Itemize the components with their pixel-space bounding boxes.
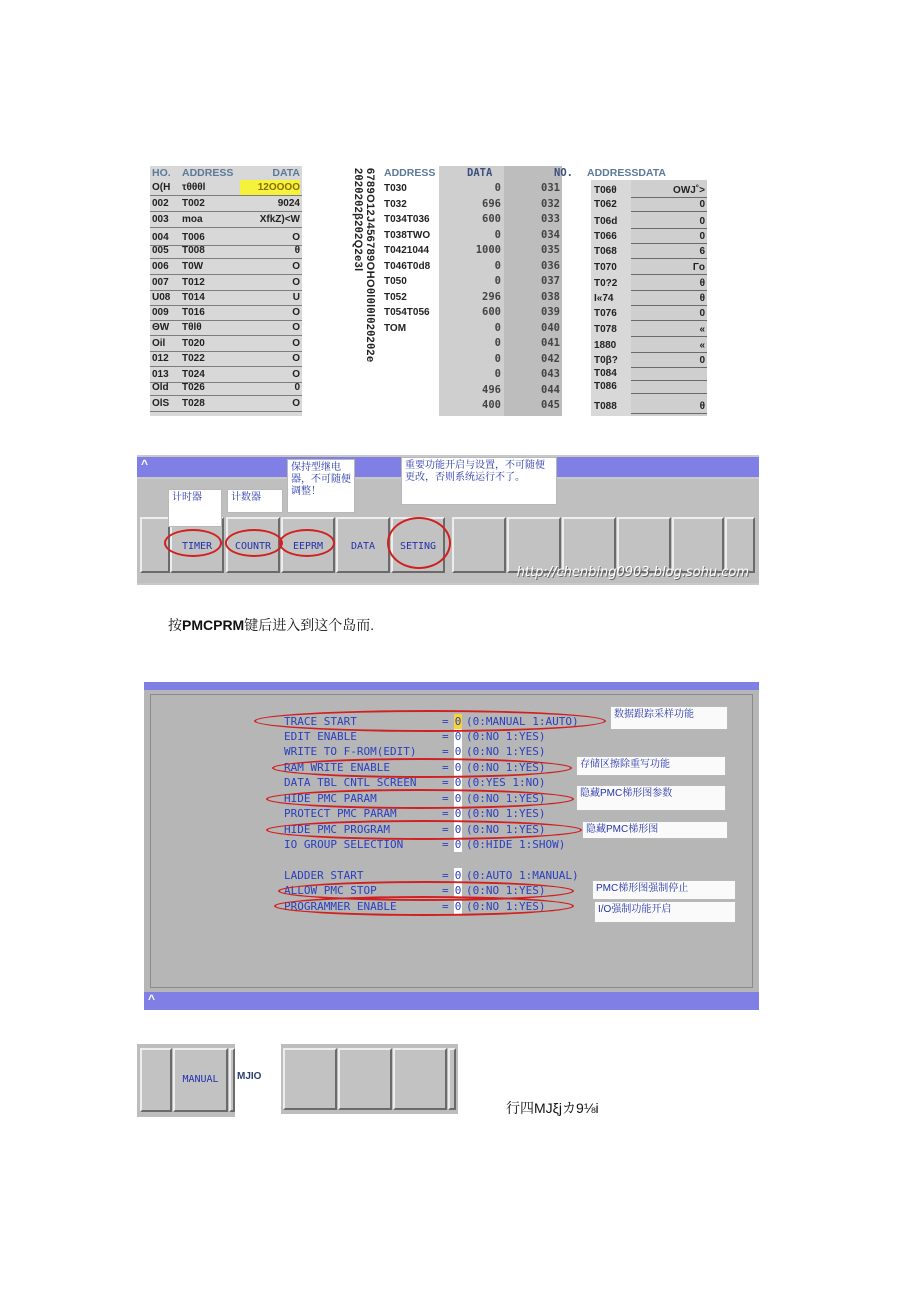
cell-address: T06θ (594, 185, 617, 196)
highlight-oval (266, 789, 574, 809)
table-row (382, 259, 582, 274)
table-row (382, 383, 582, 398)
title-bar (144, 682, 759, 690)
cell-no: 039 (541, 306, 560, 318)
cell-data: 0 (494, 337, 501, 349)
softkey-partial[interactable] (448, 1048, 456, 1110)
caption-key: PMCPRM (182, 617, 245, 633)
param-equals: = (442, 807, 449, 820)
cell-no: 035 (541, 244, 560, 256)
cell-data: 1000 (475, 244, 501, 256)
table-row (382, 336, 582, 351)
table-row (382, 197, 582, 212)
cell-data: « (699, 324, 705, 335)
cell-no: 012 (152, 353, 169, 364)
softkey-label: COUNTR (234, 541, 272, 552)
table-row (585, 338, 707, 353)
cell-data: O (292, 261, 300, 272)
row-divider (631, 211, 707, 212)
cell-no: 038 (541, 290, 560, 303)
cell-data: O (292, 232, 300, 243)
softkey-blank-3[interactable] (393, 1048, 447, 1110)
param-label: PROGRAMMER ENABLE (284, 900, 397, 913)
param-value-field[interactable]: 0 (454, 838, 462, 851)
cell-address: I«74 (594, 293, 614, 304)
param-equals: = (442, 869, 449, 882)
cell-address: T070 (594, 262, 617, 273)
note-counter: 计数器 (227, 489, 283, 513)
cell-data: 496 (482, 383, 501, 396)
cell-data: θ (294, 245, 300, 256)
param-value-field[interactable]: 0 (454, 745, 462, 758)
softkey-group-left (137, 1044, 235, 1117)
cell-no: U08 (152, 292, 171, 303)
param-options: (0:NO 1:YES) (466, 761, 546, 774)
vertical-text-2: 2θ2θ2θ2β2θ2Q2e3l (352, 168, 364, 272)
cell-data: 0 (699, 308, 705, 319)
cell-address: moa (182, 214, 203, 225)
param-options: (0:NO 1:YES) (466, 884, 546, 897)
cell-no: 032 (541, 197, 560, 210)
cell-no: 013 (152, 369, 169, 380)
cell-data: 0 (699, 216, 705, 227)
cell-data: 0 (494, 368, 501, 380)
table-row (585, 244, 707, 259)
cell-data: XfkZ)<W (259, 214, 300, 225)
table-row (585, 379, 707, 394)
cell-no: 036 (541, 259, 560, 272)
caption-suffix: 键后进入到这个岛而. (244, 617, 375, 633)
param-label: RAM WRITE ENABLE (284, 761, 390, 774)
cell-data: O (292, 369, 300, 380)
row-divider (631, 274, 707, 275)
cell-address: T0β? (594, 355, 618, 366)
cell-address: T084 (594, 368, 617, 379)
param-options: (0:NO 1:YES) (466, 792, 546, 805)
cell-address: T062 (594, 199, 617, 210)
table-row (150, 180, 302, 196)
softkey-label: SETING (399, 541, 437, 552)
cell-data: 296 (482, 290, 501, 303)
cell-data: O (292, 277, 300, 288)
cell-data: O (292, 322, 300, 333)
cell-no: 043 (541, 368, 560, 380)
note-hide-program: 隐藏PMC梯形图 (582, 821, 728, 839)
param-value-field[interactable]: 0 (454, 730, 462, 743)
mjio-label: MJIO (237, 1071, 262, 1082)
cell-no: OlS (152, 398, 170, 409)
table-row (585, 322, 707, 337)
table-row (585, 183, 707, 198)
param-options: (0:MANUAL 1:AUTO) (466, 715, 579, 728)
row-divider (631, 413, 707, 414)
cell-address: TOM (384, 322, 407, 334)
param-equals: = (442, 792, 449, 805)
param-value-field[interactable]: 0 (454, 869, 462, 882)
param-label: PROTECT PMC PARAM (284, 807, 397, 820)
table-row (150, 243, 302, 259)
param-equals: = (442, 745, 449, 758)
highlight-oval (164, 529, 222, 557)
table-row (382, 305, 582, 320)
softkey-data[interactable] (336, 517, 390, 573)
note-ram: 存储区擦除重写功能 (576, 756, 726, 776)
col-header-data: DATA (467, 167, 493, 179)
cell-data: O (292, 353, 300, 364)
param-equals: = (442, 900, 449, 913)
table-row (150, 290, 302, 306)
table-row (150, 380, 302, 396)
note-timer: 计时器 (168, 489, 222, 527)
row-divider (631, 336, 707, 337)
param-equals: = (442, 715, 449, 728)
cell-no: 044 (541, 383, 560, 396)
vertical-text-1: 6789O12J456789OHOθlθlθlθ2θ2θ2e (364, 168, 376, 363)
watermark-text: http://chenbing0903.blog.sohu.com (516, 565, 749, 580)
cell-data: O (292, 307, 300, 318)
cell-data: 0 (494, 275, 501, 287)
param-value-field[interactable]: 0 (454, 761, 462, 774)
table-row (585, 260, 707, 275)
highlight-oval (272, 758, 572, 778)
cell-data: θ (699, 278, 705, 289)
cell-data: 696 (482, 197, 501, 210)
param-options: (0:NO 1:YES) (466, 900, 546, 913)
table-row (382, 352, 582, 367)
param-options: (0:HIDE 1:SHOW) (466, 838, 566, 851)
param-value-field[interactable]: 0 (454, 884, 462, 897)
cell-data: « (699, 340, 705, 351)
table-row (382, 228, 582, 243)
highlight-oval (274, 896, 574, 916)
cell-data: U (292, 292, 300, 303)
table-row (150, 275, 302, 291)
cell-address: T038TWO (384, 229, 431, 241)
cell-address: T046T0d8 (384, 260, 431, 272)
highlight-oval (266, 820, 582, 840)
cell-address: T086 (594, 381, 617, 392)
cell-address: T0?2 (594, 278, 618, 289)
pmc-parameter-screen (144, 682, 759, 1010)
col-header-no: HO. (152, 167, 171, 179)
cell-no: 002 (152, 198, 169, 209)
cell-no: 031 (541, 182, 560, 194)
cell-address: T034T036 (384, 214, 430, 225)
cell-no: 007 (152, 277, 169, 288)
cell-no: Old (152, 382, 169, 393)
cell-address: T028 (182, 398, 205, 409)
cell-address: T020 (182, 338, 205, 349)
vertical-label-strip (352, 168, 378, 416)
table-row (150, 336, 302, 352)
cell-address: T054T056 (384, 307, 430, 318)
cell-data: 0 (294, 382, 300, 393)
cell-address: T088 (594, 401, 617, 412)
cell-data: 0 (699, 355, 705, 366)
cell-address: T022 (182, 353, 205, 364)
highlight-oval (254, 710, 606, 732)
cell-data: 0 (494, 228, 501, 241)
cell-address: T026 (182, 382, 205, 393)
cell-data: OWJ˚> (673, 185, 705, 196)
cell-address: T024 (182, 369, 205, 380)
note-pmc-stop: PMC梯形图强制停止 (592, 880, 736, 900)
cell-address: T002 (182, 198, 205, 209)
cell-address: Tθlθ (182, 322, 202, 333)
param-value-field[interactable]: 0 (454, 715, 462, 728)
cell-no: 033 (541, 213, 560, 225)
param-label: IO GROUP SELECTION (284, 838, 404, 851)
cell-data: O (292, 398, 300, 409)
cell-address: T0421044 (384, 245, 430, 256)
cell-no: ΘW (152, 322, 170, 333)
table-row (382, 398, 582, 413)
note-setting: 重要功能开启与设置，不可随便更改，否则系统运行不了。 (401, 457, 557, 505)
param-value-field[interactable]: 0 (454, 900, 462, 913)
softkey-blank-1[interactable] (452, 517, 506, 573)
timer-table-1 (150, 166, 302, 416)
table-row (382, 321, 582, 336)
cell-data: 0 (494, 259, 501, 272)
cell-no: 003 (152, 214, 169, 225)
cell-no: 041 (541, 337, 560, 349)
softkey-blank-2[interactable] (338, 1048, 392, 1110)
cell-no: 034 (541, 228, 560, 241)
table-row (585, 197, 707, 212)
cell-no: 045 (541, 399, 560, 411)
cell-data: 600 (482, 213, 501, 225)
cell-address: T014 (182, 292, 205, 303)
cell-data: θ (699, 401, 705, 412)
param-equals: = (442, 884, 449, 897)
param-options: (0:NO 1:YES) (466, 745, 546, 758)
cell-data: θ (699, 293, 705, 304)
param-equals: = (442, 838, 449, 851)
status-bar (144, 992, 759, 1010)
param-equals: = (442, 730, 449, 743)
table-row (150, 196, 302, 212)
softkey-edge[interactable] (140, 1048, 172, 1112)
cell-data: 6 (699, 246, 705, 257)
cell-no: 005 (152, 245, 169, 256)
col-header-data: DATA (272, 167, 300, 179)
cell-address: T0W (182, 261, 204, 272)
softkey-label: DATA (350, 541, 376, 552)
param-equals: = (442, 761, 449, 774)
row-divider (631, 393, 707, 394)
table-row (150, 320, 302, 336)
cell-no: 042 (541, 352, 560, 365)
cell-data: 600 (482, 306, 501, 318)
cell-address: T030 (384, 183, 407, 194)
cell-data: 0 (699, 231, 705, 242)
highlight-oval (387, 517, 451, 569)
param-label: HIDE PMC PROGRAM (284, 823, 390, 836)
col-header-address-data: ADDRESSDATA (587, 167, 666, 179)
param-value-field[interactable]: 0 (454, 807, 462, 820)
cell-address: T008 (182, 245, 205, 256)
row-divider (631, 320, 707, 321)
cell-data: 0 (494, 352, 501, 365)
col-header-address: ADDRESS (384, 167, 436, 179)
caption-instruction (168, 615, 374, 635)
table-row (585, 276, 707, 291)
param-equals: = (442, 776, 449, 789)
table-row (585, 291, 707, 306)
table-row (382, 274, 582, 289)
cell-data: 0 (699, 199, 705, 210)
highlight-oval (279, 529, 335, 557)
cell-address: T078 (594, 324, 617, 335)
param-options: (0:NO 1:YES) (466, 807, 546, 820)
note-programmer: I/O强制功能开启 (594, 901, 736, 923)
cell-no: 037 (541, 275, 560, 287)
cell-data: 400 (482, 399, 501, 411)
param-label: ALLOW PMC STOP (284, 884, 377, 897)
cell-no: 006 (152, 261, 169, 272)
cell-address: 1880 (594, 340, 617, 351)
param-label: DATA TBL CNTL SCREEN (284, 776, 417, 789)
cell-data: 12OOOO (240, 180, 300, 195)
param-value-field[interactable]: 0 (454, 792, 462, 805)
table-row (585, 399, 707, 414)
cell-address: T066 (594, 231, 617, 242)
table-row (382, 243, 582, 258)
table-row (585, 229, 707, 244)
table-row (150, 259, 302, 275)
table-row (585, 214, 707, 229)
timer-table-2 (382, 166, 582, 416)
pmc-softkey-screen (137, 455, 759, 585)
table-row (382, 290, 582, 305)
param-options: (0:AUTO 1:MANUAL) (466, 869, 579, 882)
note-keep-relay: 保持型继电器，不可随便调整！ (287, 459, 355, 513)
cell-no: 004 (152, 232, 169, 243)
param-equals: = (442, 823, 449, 836)
cell-no: 040 (541, 321, 560, 334)
table-row (150, 351, 302, 367)
param-label: EDIT ENABLE (284, 730, 357, 743)
softkey-group-right (281, 1044, 458, 1114)
cell-address: T016 (182, 307, 205, 318)
param-options: (0:NO 1:YES) (466, 823, 546, 836)
caption-bottom: 行四MJξjカ9⅛i (506, 1100, 599, 1116)
cell-address: T050 (384, 276, 407, 287)
softkey-blank-1[interactable] (283, 1048, 337, 1110)
note-trace: 数据跟踪采样功能 (610, 706, 728, 730)
softkey-label: MANUAL (182, 1074, 219, 1085)
cell-address: T068 (594, 246, 617, 257)
caption-prefix: 按 (168, 617, 182, 633)
cell-data: 9024 (277, 198, 300, 209)
cell-address: T06d (594, 216, 618, 227)
cell-no: Oil (152, 338, 166, 349)
table-row (150, 212, 302, 228)
caret-icon: ^ (141, 457, 149, 471)
table-row (150, 305, 302, 321)
cell-data: 0 (494, 182, 501, 194)
param-value-field[interactable]: 0 (454, 776, 462, 789)
caret-icon: ^ (148, 992, 156, 1006)
table-row (382, 212, 582, 227)
table-row (150, 396, 302, 412)
param-value-field[interactable]: 0 (454, 823, 462, 836)
col-header-address: ADDRESS (182, 167, 234, 179)
softkey-label: TIMER (181, 541, 213, 552)
table-row (382, 367, 582, 382)
col-header-no: NO. (554, 167, 573, 179)
param-options: (0:NO 1:YES) (466, 730, 546, 743)
cell-address: τθθθl (182, 182, 206, 193)
param-label: LADDER START (284, 869, 364, 882)
table-row (382, 181, 582, 196)
note-hide-param: 隐藏PMC梯形图参数 (576, 785, 726, 811)
cell-no: 009 (152, 307, 169, 318)
softkey-partial[interactable] (229, 1048, 235, 1112)
param-label: WRITE TO F-ROM(EDIT) (284, 745, 417, 758)
cell-data: 0 (494, 321, 501, 334)
param-label: HIDE PMC PARAM (284, 792, 377, 805)
cell-no: O(H (152, 182, 171, 193)
cell-data: O (292, 338, 300, 349)
screen-frame (150, 694, 753, 988)
softkey-manual[interactable] (173, 1048, 228, 1112)
timer-table-3 (585, 166, 707, 416)
param-label: TRACE START (284, 715, 357, 728)
cell-address: T052 (384, 291, 407, 303)
cell-address: T006 (182, 232, 205, 243)
table-row (585, 306, 707, 321)
highlight-oval (225, 529, 283, 557)
row-divider (631, 258, 707, 259)
cell-address: T032 (384, 198, 407, 210)
param-options: (0:YES 1:NO) (466, 776, 546, 789)
cell-address: T012 (182, 277, 205, 288)
cell-address: T076 (594, 308, 617, 319)
softkey-label: EEPRM (292, 541, 324, 552)
cell-data: Γo (692, 262, 705, 273)
